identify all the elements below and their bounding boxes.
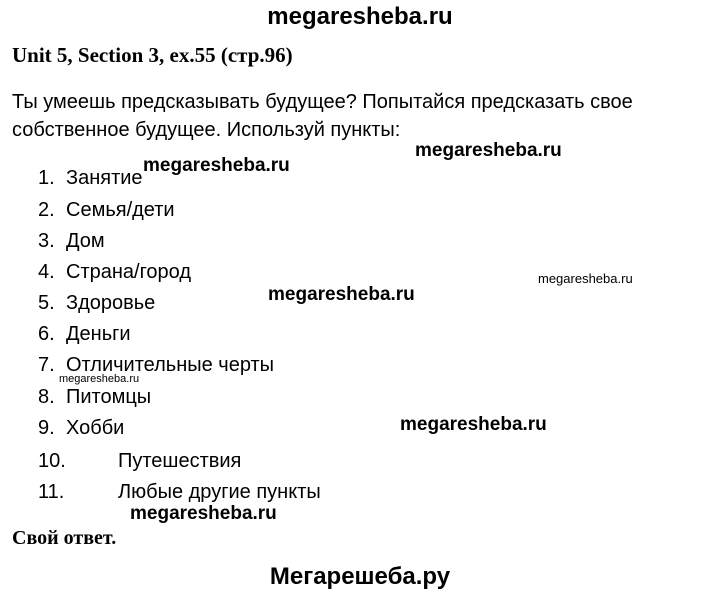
watermark: megaresheba.ru <box>400 414 547 435</box>
list-item-number: 4. <box>38 261 55 283</box>
list-item-text: Любые другие пункты <box>118 481 321 503</box>
instruction-line: собственное будущее. Используй пункты: <box>12 119 401 141</box>
list-item-number: 6. <box>38 323 55 345</box>
instruction-line: Ты умеешь предсказывать будущее? Попытайся предсказать свое <box>12 91 633 113</box>
list-item-number: 9. <box>38 417 55 439</box>
watermark: megaresheba.ru <box>143 155 290 176</box>
list-item-text: Страна/город <box>66 261 192 283</box>
list-item-text: Дом <box>66 230 105 252</box>
list-item-text: Путешествия <box>118 450 242 472</box>
watermark: megaresheba.ru <box>415 140 562 161</box>
list-item-number: 8. <box>38 386 55 408</box>
list-item-number: 10. <box>38 450 66 472</box>
watermark: megaresheba.ru <box>59 373 140 385</box>
answer-label: Свой ответ. <box>12 527 117 549</box>
watermark: megaresheba.ru <box>130 503 277 524</box>
list-item-number: 1. <box>38 167 55 189</box>
list-item-text: Отличительные черты <box>66 354 275 376</box>
list-item-number: 7. <box>38 354 55 376</box>
list-item-text: Семья/дети <box>66 199 175 221</box>
list-item-number: 3. <box>38 230 55 252</box>
list-item-number: 5. <box>38 292 55 314</box>
list-item-text: Хобби <box>66 417 125 439</box>
list-item-text: Занятие <box>66 167 143 189</box>
list-item-number: 11. <box>38 481 65 503</box>
watermark-bottom: Мегарешеба.ру <box>269 563 451 590</box>
list-item-text: Здоровье <box>66 292 156 314</box>
watermark: megaresheba.ru <box>538 271 633 286</box>
instruction-text <box>12 88 712 144</box>
exercise-heading: Unit 5, Section 3, ex.55 (стр.96) <box>12 43 293 67</box>
watermark-top: megaresheba.ru <box>267 3 453 30</box>
list-item-text: Деньги <box>66 323 131 345</box>
watermark: megaresheba.ru <box>268 284 415 305</box>
list-item-number: 2. <box>38 199 55 221</box>
list-item-text: Питомцы <box>66 386 152 408</box>
